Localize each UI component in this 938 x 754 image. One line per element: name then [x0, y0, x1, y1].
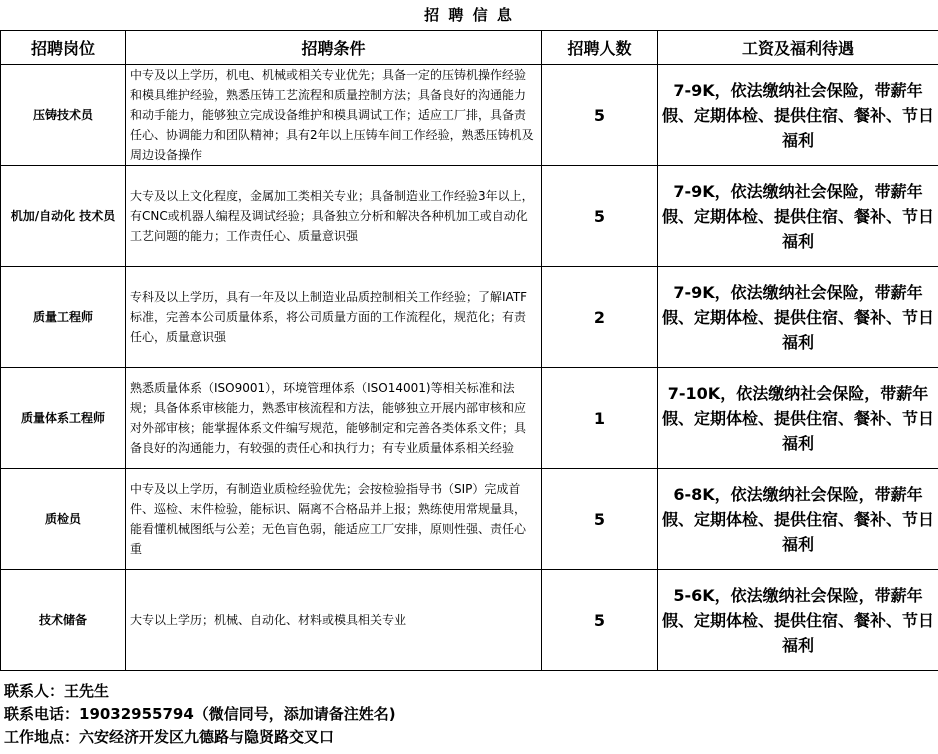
- count-cell: 1: [542, 368, 658, 469]
- header-requirements: 招聘条件: [126, 31, 542, 65]
- count-cell: 5: [542, 469, 658, 570]
- position-cell: 质量工程师: [1, 267, 126, 368]
- requirements-cell: 专科及以上学历，具有一年及以上制造业品质控制相关工作经验；了解IATF标准，完善本公司质量体系，将公司质量方面的工作流程化，规范化；有责任心，质量意识强: [126, 267, 542, 368]
- salary-cell: 7-10K，依法缴纳社会保险，带薪年假、定期体检、提供住宿、餐补、节日福利: [658, 368, 938, 469]
- table-row: [1, 267, 938, 368]
- requirements-cell: 大专以上学历；机械、自动化、材料或模具相关专业: [126, 570, 542, 671]
- salary-cell: 7-9K，依法缴纳社会保险，带薪年假、定期体检、提供住宿、餐补、节日福利: [658, 166, 938, 267]
- position-cell: 质量体系工程师: [1, 368, 126, 469]
- table-row: [1, 368, 938, 469]
- table-row: [1, 166, 938, 267]
- requirements-cell: 熟悉质量体系（ISO9001），环境管理体系（ISO14001)等相关标准和法规；具备体系审核能力，熟悉审核流程和方法，能够独立开展内部审核和应对外部审核；能掌握体系文件编写规范，能够制定和完善各类体系文件；具备良好的沟通能力，有较强的责任心和执行力；有专业质量体系相关经验: [126, 368, 542, 469]
- position-cell: 技术储备: [1, 570, 126, 671]
- contact-person: 联系人：王先生: [4, 682, 110, 700]
- position-cell: 机加/自动化 技术员: [1, 166, 126, 267]
- table-row: [1, 469, 938, 570]
- position-cell: 质检员: [1, 469, 126, 570]
- header-salary: 工资及福利待遇: [658, 31, 938, 65]
- header-position: 招聘岗位: [1, 31, 126, 65]
- table-header-row: [1, 31, 938, 65]
- salary-cell: 7-9K，依法缴纳社会保险，带薪年假、定期体检、提供住宿、餐补、节日福利: [658, 267, 938, 368]
- count-cell: 5: [542, 570, 658, 671]
- table-row: [1, 65, 938, 166]
- salary-cell: 7-9K，依法缴纳社会保险，带薪年假、定期体检、提供住宿、餐补、节日福利: [658, 65, 938, 166]
- contact-info: [4, 680, 396, 749]
- salary-cell: 6-8K，依法缴纳社会保险，带薪年假、定期体检、提供住宿、餐补、节日福利: [658, 469, 938, 570]
- requirements-cell: 中专及以上学历，有制造业质检经验优先；会按检验指导书（SIP）完成首件、巡检、末件检验，能标识、隔离不合格品并上报；熟练使用常规量具，能看懂机械图纸与公差；无色盲色弱，能适应工厂安排，原则性强、责任心重: [126, 469, 542, 570]
- recruitment-table: [0, 30, 938, 671]
- header-count: 招聘人数: [542, 31, 658, 65]
- requirements-cell: 中专及以上学历，机电、机械或相关专业优先；具备一定的压铸机操作经验和模具维护经验，熟悉压铸工艺流程和质量控制方法；具备良好的沟通能力和动手能力，能够独立完成设备维护和模具调试工作；适应工厂排，具备责任心、协调能力和团队精神；具有2年以上压铸车间工作经验，熟悉压铸机及周边设备操作: [126, 65, 542, 166]
- requirements-cell: 大专及以上文化程度，金属加工类相关专业；具备制造业工作经验3年以上，有CNC或机器人编程及调试经验；具备独立分析和解决各种机加工或自动化工艺问题的能力；工作责任心、质量意识强: [126, 166, 542, 267]
- salary-cell: 5-6K，依法缴纳社会保险，带薪年假、定期体检、提供住宿、餐补、节日福利: [658, 570, 938, 671]
- page-title: 招 聘 信 息: [424, 6, 514, 24]
- count-cell: 5: [542, 166, 658, 267]
- contact-phone: 联系电话：19032955794（微信同号，添加请备注姓名): [4, 705, 396, 723]
- count-cell: 2: [542, 267, 658, 368]
- position-cell: 压铸技术员: [1, 65, 126, 166]
- count-cell: 5: [542, 65, 658, 166]
- work-address: 工作地点：六安经济开发区九德路与隐贤路交叉口: [4, 728, 335, 746]
- table-row: [1, 570, 938, 671]
